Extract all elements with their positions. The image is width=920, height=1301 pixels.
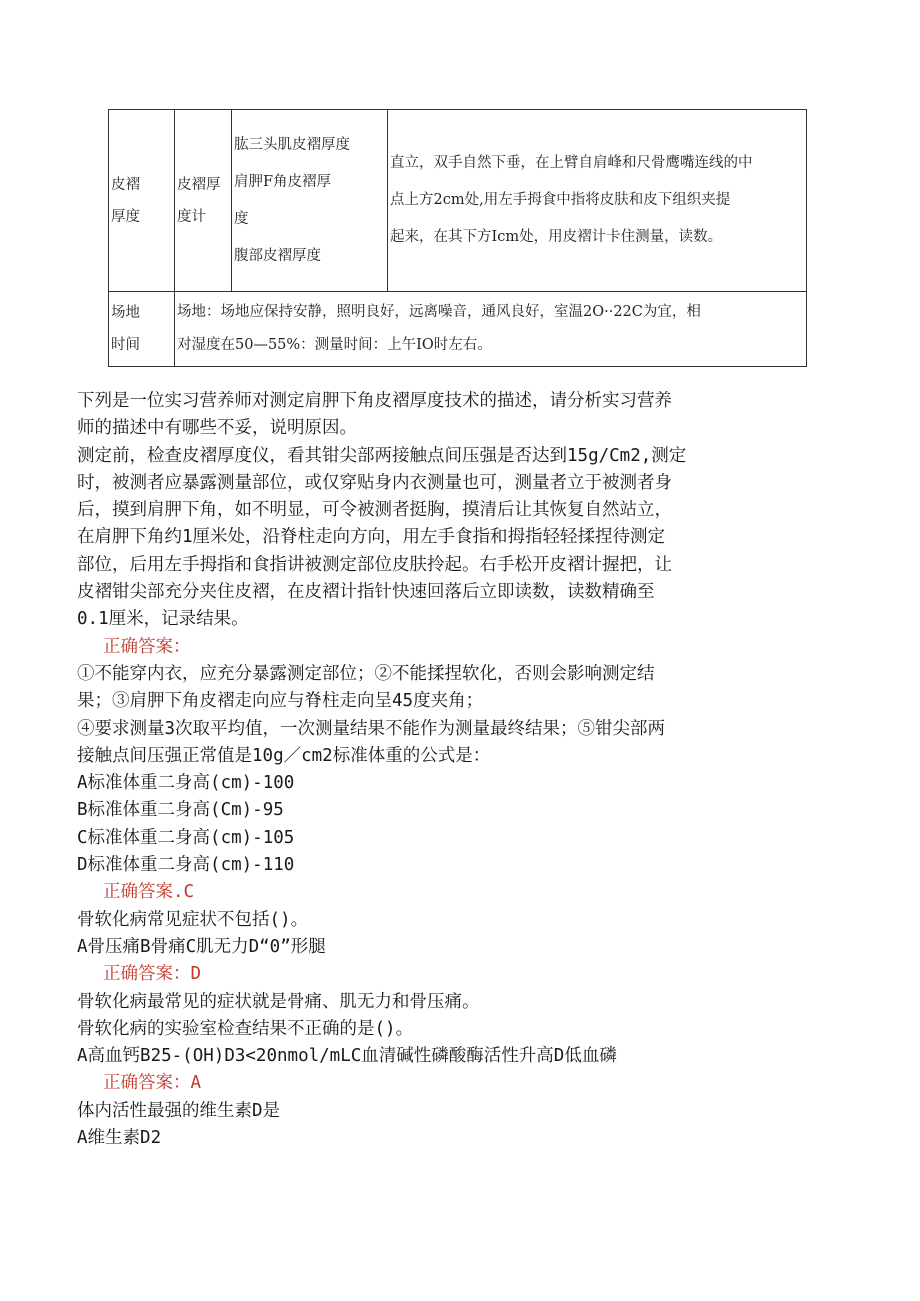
- text-line: B标准体重二身高(Cm)-95: [77, 800, 284, 821]
- text-line: 骨软化病最常见的症状就是骨痛、肌无力和骨压痛。: [77, 991, 480, 1012]
- question-text-block: [77, 388, 847, 1152]
- text-line: 师的描述中有哪些不妥，说明原因。: [77, 418, 357, 439]
- answer-label: 正确答案：D: [103, 964, 202, 985]
- text-line: 骨软化病常见症状不包括()。: [77, 909, 309, 930]
- answer-label: 正确答案：A: [103, 1073, 202, 1094]
- text-line: A高血钙B25-(OH)D3<20nmol/mLC血清碱性磷酸酶活性升高D低血磷: [77, 1046, 617, 1067]
- cell-venue-content: [175, 292, 807, 367]
- text-line: 皮褶钳尖部充分夹住皮褶，在皮褶计指针快速回落后立即读数，读数精确至: [77, 582, 655, 603]
- answer-label: 正确答案.C: [103, 882, 195, 903]
- text-line: 时，被测者应暴露测量部位，或仅穿贴身内衣测量也可，测量者立于被测者身: [77, 472, 672, 493]
- cell-item-line: 肩胛F角皮褶厚: [234, 173, 332, 190]
- cell-tool-line: 皮褶厚: [177, 176, 221, 193]
- cell-item-line: 肱三头肌皮褶厚度: [234, 136, 350, 153]
- cell-category-line: 皮褶: [111, 176, 140, 193]
- text-line: 0.1厘米，记录结果。: [77, 609, 249, 630]
- text-line: C标准体重二身高(cm)-105: [77, 827, 295, 848]
- cell-venue-label: [109, 292, 175, 367]
- text-line: 体内活性最强的维生素D是: [77, 1100, 281, 1121]
- cell-items: [232, 110, 388, 292]
- cell-method-line: 点上方2cm处,用左手拇食中指将皮肤和皮下组织夹提: [390, 192, 731, 208]
- text-line: 在肩胛下角约1厘米处，沿脊柱走向方向，用左手食指和拇指轻轻揉捏待测定: [77, 527, 666, 548]
- text-line: A骨压痛B骨痛C肌无力D“0”形腿: [77, 936, 326, 957]
- text-line: ④要求测量3次取平均值，一次测量结果不能作为测量最终结果；⑤钳尖部两: [77, 718, 666, 739]
- cell-venue-line: 场地：场地应保持安静，照明良好，远离噪音，通风良好，室温2O··22C为宜，相: [177, 304, 701, 320]
- text-line: 下列是一位实习营养师对测定肩胛下角皮褶厚度技术的描述，请分析实习营养: [77, 391, 672, 411]
- cell-category-line: 厚度: [111, 208, 140, 225]
- measurement-spec-table: [108, 109, 807, 367]
- cell-tool: [175, 110, 232, 292]
- text-line: ①不能穿内衣，应充分暴露测定部位；②不能揉捏软化，否则会影响测定结: [77, 663, 655, 684]
- answer-label: 正确答案：: [103, 636, 191, 657]
- cell-method-line: 起来，在其下方Icm处，用皮褶计卡住测量，读数。: [390, 229, 723, 245]
- text-line: 果；③肩胛下角皮褶走向应与脊柱走向呈45度夹角；: [77, 691, 484, 712]
- table-row-venue-time: [109, 292, 807, 367]
- text-line: D标准体重二身高(cm)-110: [77, 855, 295, 876]
- table-row-skinfold: [109, 110, 807, 292]
- cell-tool-line: 度计: [177, 208, 206, 225]
- text-line: A标准体重二身高(cm)-100: [77, 773, 295, 794]
- cell-category: [109, 110, 175, 292]
- cell-method: [388, 110, 807, 292]
- text-line: 部位，后用左手拇指和食指讲被测定部位皮肤拎起。右手松开皮褶计握把，让: [77, 554, 672, 575]
- cell-venue-line: 对湿度在50—55%：测量时间：上午IO时左右。: [177, 337, 492, 353]
- cell-item-line: 腹部皮褶厚度: [234, 247, 321, 264]
- cell-venue-label-line: 场地: [111, 305, 140, 321]
- text-line: 后，摸到肩胛下角，如不明显，可令被测者挺胸，摸清后让其恢复自然站立，: [77, 500, 672, 521]
- cell-venue-label-line: 时间: [111, 337, 140, 353]
- cell-method-line: 直立，双手自然下垂，在上臂自肩峰和尺骨鹰嘴连线的中: [390, 155, 753, 171]
- text-line: 骨软化病的实验室检查结果不正确的是()。: [77, 1018, 414, 1039]
- text-line: A维生素D2: [77, 1128, 162, 1149]
- text-line: 测定前，检查皮褶厚度仪，看其钳尖部两接触点间压强是否达到15g/Cm2,测定: [77, 445, 687, 466]
- text-line: 接触点间压强正常值是10g／cm2标准体重的公式是：: [77, 745, 491, 766]
- cell-item-line: 度: [234, 210, 249, 227]
